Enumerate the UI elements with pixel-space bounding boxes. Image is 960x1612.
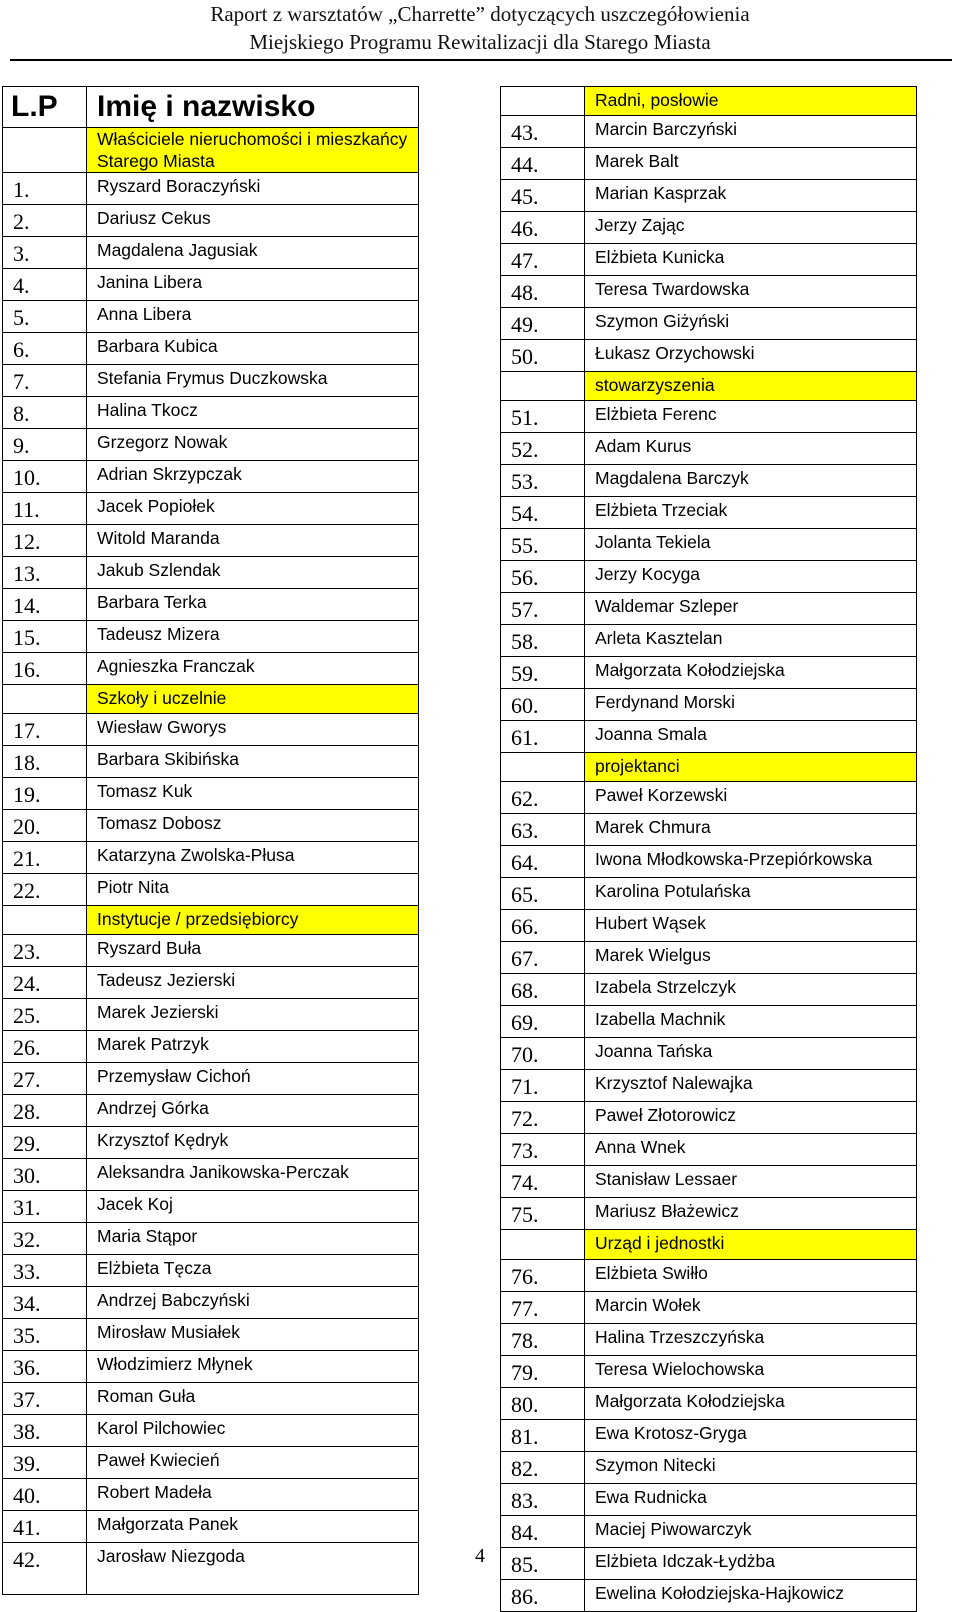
table-row [3,653,419,685]
participant-name: Elżbieta Swiłło [585,1259,917,1291]
table-row [3,269,419,301]
header-divider [10,59,952,61]
table-row [501,721,917,753]
row-number: 19. [3,778,87,810]
table-row [3,461,419,493]
table-row [501,276,917,308]
table-row [3,1287,419,1319]
table-row [3,1447,419,1479]
participant-name: Izabella Machnik [585,1006,917,1038]
table-row [501,782,917,814]
row-number: 4. [3,269,87,301]
category-label: Radni, posłowie [585,87,917,116]
category-number-cell [501,753,585,782]
row-number: 22. [3,874,87,906]
table-row [3,874,419,906]
row-number: 73. [501,1134,585,1166]
participant-name: Elżbieta Kunicka [585,244,917,276]
participant-name: Waldemar Szleper [585,593,917,625]
row-number: 1. [3,173,87,205]
participant-name: Ewelina Kołodziejska-Hajkowicz [585,1579,917,1611]
table-row [501,1515,917,1547]
row-number: 54. [501,497,585,529]
participant-name: Tadeusz Jezierski [87,967,419,999]
row-number: 49. [501,308,585,340]
row-number: 30. [3,1159,87,1191]
participant-name: Katarzyna Zwolska-Płusa [87,842,419,874]
participant-name: Elżbieta Ferenc [585,401,917,433]
row-number: 39. [3,1447,87,1479]
participant-name: Piotr Nita [87,874,419,906]
row-number: 37. [3,1383,87,1415]
participant-name: Barbara Skibińska [87,746,419,778]
row-number: 47. [501,244,585,276]
participant-name: Marian Kasprzak [585,180,917,212]
table-row [3,173,419,205]
row-number: 33. [3,1255,87,1287]
row-number: 74. [501,1166,585,1198]
participant-name: Jerzy Zając [585,212,917,244]
row-number: 68. [501,974,585,1006]
table-row [501,1387,917,1419]
row-number: 12. [3,525,87,557]
row-number: 58. [501,625,585,657]
table-row [3,397,419,429]
row-number: 62. [501,782,585,814]
table-row [3,621,419,653]
row-number: 14. [3,589,87,621]
participant-name: Jakub Szlendak [87,557,419,589]
participant-name: Małgorzata Kołodziejska [585,657,917,689]
column-header-name: Imię i nazwisko [87,87,419,128]
row-number: 25. [3,999,87,1031]
table-row [3,999,419,1031]
table-row [501,1038,917,1070]
row-number: 76. [501,1259,585,1291]
row-number: 24. [3,967,87,999]
category-row [501,753,917,782]
table-row [501,1102,917,1134]
row-number: 86. [501,1579,585,1611]
participant-name: Arleta Kasztelan [585,625,917,657]
participant-name: Karolina Potulańska [585,878,917,910]
table-row [3,1383,419,1415]
category-label: Właściciele nieruchomości i mieszkańcy Starego Miasta [87,128,419,173]
row-number: 7. [3,365,87,397]
row-number: 45. [501,180,585,212]
participant-name: Ferdynand Morski [585,689,917,721]
category-number-cell [3,685,87,714]
table-row [3,1127,419,1159]
participant-name: Roman Guła [87,1383,419,1415]
page-number: 4 [475,1545,485,1567]
participants-table-left [2,86,419,1595]
row-number: 72. [501,1102,585,1134]
row-number: 21. [3,842,87,874]
row-number: 20. [3,810,87,842]
table-row [501,1579,917,1611]
table-row [3,333,419,365]
participant-name: Hubert Wąsek [585,910,917,942]
category-row [3,128,419,173]
participant-name: Łukasz Orzychowski [585,340,917,372]
row-number: 11. [3,493,87,525]
row-number: 2. [3,205,87,237]
table-row [501,401,917,433]
row-number: 42. [3,1543,87,1594]
row-number: 48. [501,276,585,308]
row-number: 38. [3,1415,87,1447]
participant-name: Marek Jezierski [87,999,419,1031]
row-number: 59. [501,657,585,689]
table-row [3,1415,419,1447]
table-row [3,714,419,746]
participant-name: Małgorzata Panek [87,1511,419,1543]
row-number: 66. [501,910,585,942]
participant-name: Joanna Smala [585,721,917,753]
row-number: 84. [501,1515,585,1547]
category-label: Urząd i jednostki [585,1230,917,1259]
table-row [501,1134,917,1166]
participant-name: Ewa Krotosz-Gryga [585,1419,917,1451]
table-row [501,878,917,910]
table-row [501,148,917,180]
category-label: stowarzyszenia [585,372,917,401]
table-row [3,810,419,842]
participant-name: Tomasz Dobosz [87,810,419,842]
row-number: 82. [501,1451,585,1483]
row-number: 67. [501,942,585,974]
table-row [501,1259,917,1291]
category-number-cell [3,128,87,173]
table-row [3,778,419,810]
table-row [501,1166,917,1198]
table-row [501,1291,917,1323]
table-row [3,842,419,874]
category-label: Instytucje / przedsiębiorcy [87,906,419,935]
participant-name: Robert Madeła [87,1479,419,1511]
participant-name: Witold Maranda [87,525,419,557]
row-number: 29. [3,1127,87,1159]
participant-name: Mirosław Musiałek [87,1319,419,1351]
table-row [3,1159,419,1191]
report-title-line2: Miejskiego Programu Rewitalizacji dla Starego Miasta [249,30,711,54]
participant-name: Grzegorz Nowak [87,429,419,461]
row-number: 70. [501,1038,585,1070]
participant-name: Marcin Wołek [585,1291,917,1323]
participant-name: Marek Balt [585,148,917,180]
participant-name: Andrzej Babczyński [87,1287,419,1319]
table-row [3,1479,419,1511]
table-row [3,365,419,397]
participant-name: Przemysław Cichoń [87,1063,419,1095]
table-row [3,557,419,589]
table-row [501,1451,917,1483]
row-number: 32. [3,1223,87,1255]
participant-name: Adam Kurus [585,433,917,465]
row-number: 60. [501,689,585,721]
participant-name: Andrzej Górka [87,1095,419,1127]
table-row [501,340,917,372]
participant-name: Dariusz Cekus [87,205,419,237]
participant-name: Teresa Wielochowska [585,1355,917,1387]
table-row [501,593,917,625]
participant-name: Karol Pilchowiec [87,1415,419,1447]
report-title-line1: Raport z warsztatów „Charrette” dotyczących uszczegółowienia [210,2,750,26]
row-number: 23. [3,935,87,967]
table-row [3,237,419,269]
row-number: 35. [3,1319,87,1351]
participant-name: Jacek Popiołek [87,493,419,525]
participant-name: Mariusz Błażewicz [585,1198,917,1230]
row-number: 63. [501,814,585,846]
row-number: 5. [3,301,87,333]
table-row [3,205,419,237]
table-row [3,1351,419,1383]
row-number: 51. [501,401,585,433]
participant-name: Marek Patrzyk [87,1031,419,1063]
participant-name: Stanisław Lessaer [585,1166,917,1198]
table-row [501,1419,917,1451]
table-row [501,1070,917,1102]
table-row [501,1323,917,1355]
category-number-cell [501,87,585,116]
participant-name: Iwona Młodkowska-Przepiórkowska [585,846,917,878]
row-number: 41. [3,1511,87,1543]
row-number: 40. [3,1479,87,1511]
participant-name: Jerzy Kocyga [585,561,917,593]
table-row [501,657,917,689]
row-number: 15. [3,621,87,653]
participant-name: Paweł Złotorowicz [585,1102,917,1134]
row-number: 81. [501,1419,585,1451]
row-number: 50. [501,340,585,372]
table-row [501,529,917,561]
table-row [501,465,917,497]
table-row [3,1511,419,1543]
row-number: 78. [501,1323,585,1355]
table-row [3,1223,419,1255]
participant-name: Małgorzata Kołodziejska [585,1387,917,1419]
row-number: 18. [3,746,87,778]
table-row [3,1095,419,1127]
table-row [501,689,917,721]
participant-name: Marcin Barczyński [585,116,917,148]
participant-name: Marek Chmura [585,814,917,846]
table-row [3,1191,419,1223]
table-row [501,974,917,1006]
participant-name: Szymon Nitecki [585,1451,917,1483]
participant-name: Elżbieta Idczak-Łydżba [585,1547,917,1579]
table-row [501,910,917,942]
row-number: 34. [3,1287,87,1319]
participant-name: Jolanta Tekiela [585,529,917,561]
row-number: 46. [501,212,585,244]
row-number: 52. [501,433,585,465]
participant-name: Jarosław Niezgoda [87,1543,419,1594]
row-number: 36. [3,1351,87,1383]
row-number: 43. [501,116,585,148]
participant-name: Tadeusz Mizera [87,621,419,653]
participant-name: Barbara Kubica [87,333,419,365]
table-row [501,433,917,465]
category-number-cell [501,1230,585,1259]
category-number-cell [3,906,87,935]
participant-name: Maciej Piwowarczyk [585,1515,917,1547]
table-row [3,493,419,525]
table-row [501,625,917,657]
row-number: 16. [3,653,87,685]
table-row [501,244,917,276]
row-number: 9. [3,429,87,461]
table-row [501,116,917,148]
participant-name: Teresa Twardowska [585,276,917,308]
row-number: 65. [501,878,585,910]
table-row [3,429,419,461]
table-row [501,1006,917,1038]
participant-name: Izabela Strzelczyk [585,974,917,1006]
category-row [3,685,419,714]
row-number: 64. [501,846,585,878]
participant-name: Anna Wnek [585,1134,917,1166]
row-number: 53. [501,465,585,497]
participant-name: Ryszard Boraczyński [87,173,419,205]
row-number: 27. [3,1063,87,1095]
column-header-lp: L.P [3,87,87,128]
table-row [3,301,419,333]
category-row [501,87,917,116]
table-row [3,525,419,557]
row-number: 61. [501,721,585,753]
table-row [3,1319,419,1351]
row-number: 10. [3,461,87,493]
table-row [3,1031,419,1063]
participant-name: Magdalena Barczyk [585,465,917,497]
row-number: 55. [501,529,585,561]
participant-name: Krzysztof Kędryk [87,1127,419,1159]
category-label: Szkoły i uczelnie [87,685,419,714]
participant-name: Stefania Frymus Duczkowska [87,365,419,397]
row-number: 85. [501,1547,585,1579]
row-number: 17. [3,714,87,746]
row-number: 71. [501,1070,585,1102]
participant-name: Szymon Giżyński [585,308,917,340]
row-number: 75. [501,1198,585,1230]
participant-name: Aleksandra Janikowska-Perczak [87,1159,419,1191]
row-number: 31. [3,1191,87,1223]
participant-name: Wiesław Gworys [87,714,419,746]
table-row [501,497,917,529]
participant-name: Ewa Rudnicka [585,1483,917,1515]
table-row [501,846,917,878]
participant-name: Janina Libera [87,269,419,301]
row-number: 80. [501,1387,585,1419]
participant-name: Tomasz Kuk [87,778,419,810]
table-row [501,561,917,593]
participant-name: Paweł Kwiecień [87,1447,419,1479]
row-number: 44. [501,148,585,180]
category-row [501,372,917,401]
participant-name: Adrian Skrzypczak [87,461,419,493]
participant-name: Barbara Terka [87,589,419,621]
row-number: 3. [3,237,87,269]
row-number: 13. [3,557,87,589]
table-row [3,589,419,621]
participant-name: Jacek Koj [87,1191,419,1223]
category-label: projektanci [585,753,917,782]
category-row [501,1230,917,1259]
category-row [3,906,419,935]
table-row [501,1483,917,1515]
row-number: 28. [3,1095,87,1127]
participant-name: Halina Trzeszczyńska [585,1323,917,1355]
participant-name: Halina Tkocz [87,397,419,429]
table-row [3,746,419,778]
row-number: 79. [501,1355,585,1387]
row-number: 57. [501,593,585,625]
table-row [501,814,917,846]
table-row [501,180,917,212]
table-row [501,308,917,340]
row-number: 56. [501,561,585,593]
row-number: 26. [3,1031,87,1063]
participant-name: Joanna Tańska [585,1038,917,1070]
table-row [3,967,419,999]
participant-name: Włodzimierz Młynek [87,1351,419,1383]
row-number: 6. [3,333,87,365]
table-row [3,1063,419,1095]
table-row [3,1255,419,1287]
row-number: 69. [501,1006,585,1038]
table-row [3,935,419,967]
row-number: 77. [501,1291,585,1323]
participant-name: Marek Wielgus [585,942,917,974]
participant-name: Paweł Korzewski [585,782,917,814]
table-row [501,1355,917,1387]
participant-name: Magdalena Jagusiak [87,237,419,269]
participant-name: Agnieszka Franczak [87,653,419,685]
table-row [501,942,917,974]
participant-name: Elżbieta Tęcza [87,1255,419,1287]
row-number: 83. [501,1483,585,1515]
table-row [501,212,917,244]
table-row [501,1198,917,1230]
participant-name: Maria Stąpor [87,1223,419,1255]
row-number: 8. [3,397,87,429]
participant-name: Elżbieta Trzeciak [585,497,917,529]
participant-name: Ryszard Buła [87,935,419,967]
category-number-cell [501,372,585,401]
participant-name: Krzysztof Nalewajka [585,1070,917,1102]
participants-table-right [500,86,917,1612]
participant-name: Anna Libera [87,301,419,333]
